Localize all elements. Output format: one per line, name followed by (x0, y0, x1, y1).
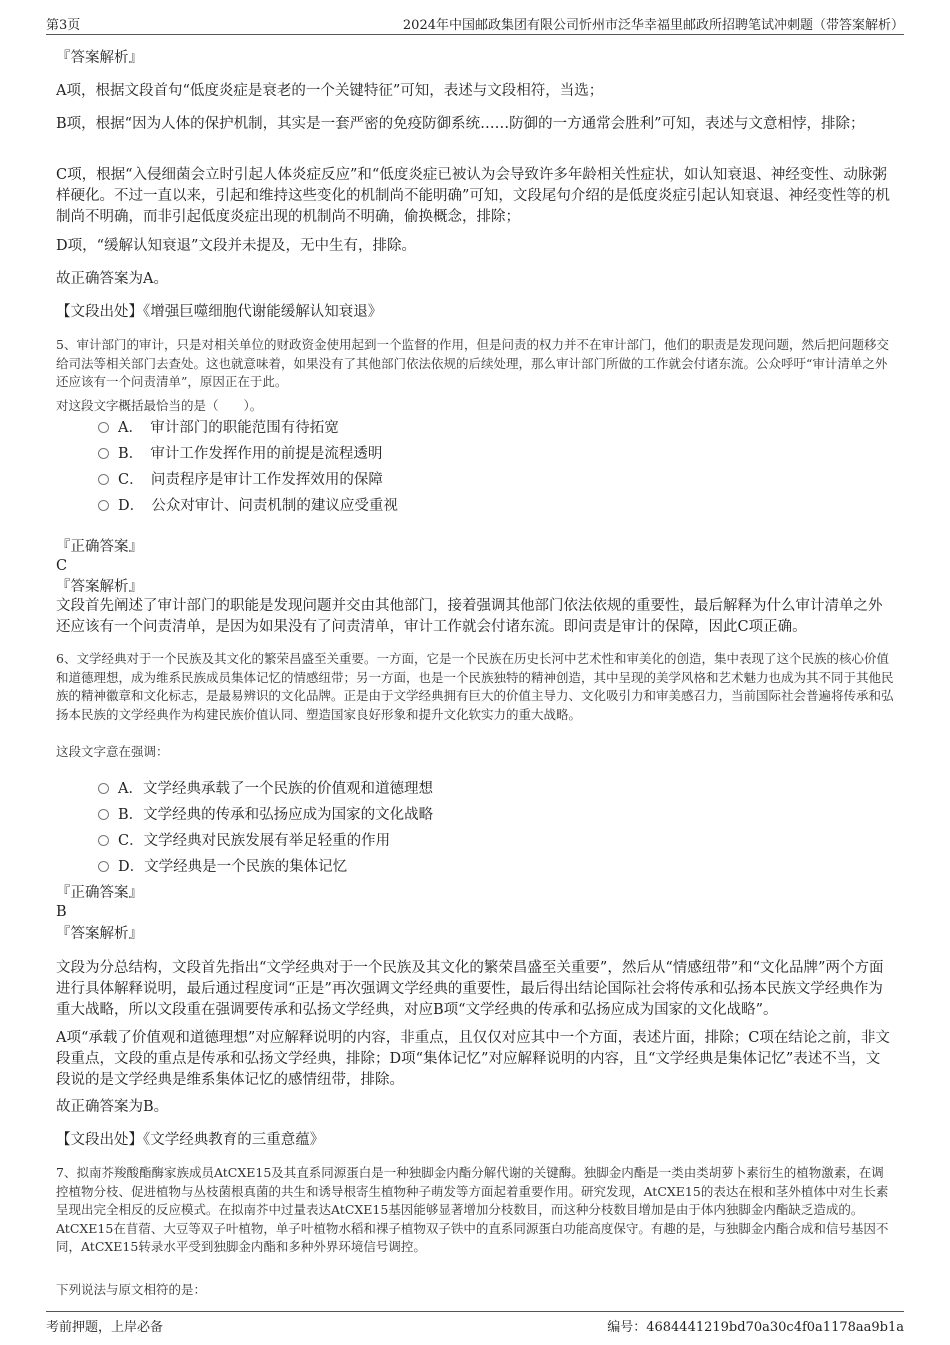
option-label: B．文学经典的传承和弘扬应成为国家的文化战略 (118, 807, 434, 823)
q5-answer: C (56, 558, 68, 574)
q4-analysis-heading: 『答案解析』 (56, 50, 143, 66)
document-id: 编号：4684441219bd70a30c4f0a1178aa9b1a (607, 1320, 904, 1335)
radio-button-icon[interactable] (98, 500, 109, 511)
q6-answer-heading: 『正确答案』 (56, 885, 143, 901)
q5-option-d[interactable] (98, 496, 398, 516)
page-number: 第3页 (46, 18, 81, 33)
radio-button-icon[interactable] (98, 448, 109, 459)
q6-answer: B (56, 904, 67, 920)
q6-analysis-2: A项“承载了价值观和道德理想”对应解释说明的内容，非重点，且仅仅对应其中一个方面，表述片面，排除；C项在结论之前，非文段重点，文段的重点是传承和弘扬文学经典，排除；D项“集体记忆”对应解释说明的内容，且“文学经典是集体记忆”表述不当，文段说的是文学经典是维系集体记忆的感情纽带，排除。 (56, 1030, 890, 1088)
q4-analysis-c: C项，根据“入侵细菌会立时引起人体炎症反应”和“低度炎症已被认为会导致许多年龄相关性症状，如认知衰退、神经变性、动脉粥样硬化。不过一直以来，引起和维持这些变化的机制尚不能明确”可知，文段尾句介绍的是低度炎症引起认知衰退、神经变性等的机制尚不明确，而非引起低度炎症出现的机制尚不明确，偷换概念，排除； (56, 167, 890, 225)
option-label: B． 审计工作发挥作用的前提是流程透明 (118, 446, 383, 462)
q6-question: 这段文字意在强调： (56, 744, 169, 759)
q6-source: 【文段出处】《文学经典教育的三重意蕴》 (56, 1132, 325, 1148)
q5-analysis: 文段首先阐述了审计部门的职能是发现问题并交由其他部门，接着强调其他部门依法依规的重要性，最后解释为什么审计清单之外还应该有一个问责清单，是因为如果没有了问责清单，审计工作就会付诸东流。即问责是审计的保障，因此C项正确。 (56, 598, 883, 635)
option-label: C． 问责程序是审计工作发挥效用的保障 (118, 472, 383, 488)
document-title: 2024年中国邮政集团有限公司忻州市泛华幸福里邮政所招聘笔试冲刺题（带答案解析） (402, 18, 904, 33)
q6-option-c[interactable] (98, 831, 390, 851)
q6-conclusion: 故正确答案为B。 (56, 1099, 169, 1115)
q7-question: 下列说法与原文相符的是： (56, 1282, 207, 1297)
q5-option-b[interactable] (98, 444, 382, 464)
q5-answer-heading: 『正确答案』 (56, 539, 143, 555)
footer-slogan: 考前押题，上岸必备 (46, 1320, 164, 1335)
option-label: D．文学经典是一个民族的集体记忆 (118, 859, 348, 875)
q6-analysis-1: 文段为分总结构，文段首先指出“文学经典对于一个民族及其文化的繁荣昌盛至关重要”，然后从“情感纽带”和“文化品牌”两个方面进行具体解释说明，最后通过程度词“正是”再次强调文学经典的重要性，最后得出结论国际社会将传承和弘扬本民族文学经典作为重大战略，所以文段重在强调要传承和弘扬文学经典，对应B项“文学经典的传承和弘扬应成为国家的文化战略”。 (56, 960, 884, 1018)
q5-passage: 5、审计部门的审计，只是对相关单位的财政资金使用起到一个监督的作用，但是问责的权力并不在审计部门，他们的职责是发现问题，然后把问题移交给司法等相关部门去查处。这也就意味着，如果没有了其他部门依法依规的后续处理，那么审计部门所做的工作就会付诸东流。公众呼吁“审计清单之外还应该有一个问责清单”，原因正在于此。 (56, 337, 889, 389)
q6-passage: 6、文学经典对于一个民族及其文化的繁荣昌盛至关重要。一方面，它是一个民族在历史长河中艺术性和审美化的创造，集中表现了这个民族的核心价值和道德理想，成为维系民族成员集体记忆的情感纽带；另一方面，也是一个民族独特的精神创造，其中呈现的美学风格和艺术魅力也成为其不同于其他民族的精神徽章和文化标志，是最易辨识的文化品牌。正是由于文学经典拥有巨大的价值主导力、文化吸引力和审美感召力，当前国际社会普遍将传承和弘扬本民族的文学经典作为构建民族价值认同、塑造国家良好形象和提升文化软实力的重大战略。 (56, 651, 894, 722)
q6-option-a[interactable] (98, 779, 433, 799)
q6-option-d[interactable] (98, 857, 347, 877)
radio-button-icon[interactable] (98, 809, 109, 820)
radio-button-icon[interactable] (98, 474, 109, 485)
q4-analysis-a: A项，根据文段首句“低度炎症是衰老的一个关键特征”可知，表述与文段相符，当选； (56, 83, 604, 99)
q4-analysis-b: B项，根据“因为人体的保护机制，其实是一套严密的免疫防御系统……防御的一方通常会胜利”可知，表述与文意相悖，排除； (56, 116, 865, 132)
radio-button-icon[interactable] (98, 422, 109, 433)
page-header (46, 12, 904, 35)
radio-button-icon[interactable] (98, 783, 109, 794)
q5-question: 对这段文字概括最恰当的是（ ）。 (56, 398, 263, 413)
q4-analysis-d: D项，“缓解认知衰退”文段并未提及，无中生有，排除。 (56, 238, 416, 254)
q5-option-c[interactable] (98, 470, 383, 490)
option-label: A．文学经典承载了一个民族的价值观和道德理想 (118, 781, 433, 797)
q6-option-b[interactable] (98, 805, 433, 825)
option-label: D． 公众对审计、问责机制的建议应受重视 (118, 498, 398, 514)
q4-source: 【文段出处】《增强巨噬细胞代谢能缓解认知衰退》 (56, 304, 383, 320)
q6-analysis-heading: 『答案解析』 (56, 926, 143, 942)
q7-passage: 7、拟南芥羧酸酯酶家族成员AtCXE15及其直系同源蛋白是一种独脚金内酯分解代谢的关键酶。独脚金内酯是一类由类胡萝卜素衍生的植物激素，在调控植物分枝、促进植物与丛枝菌根真菌的共生和诱导根寄生植物种子萌发等方面起着重要作用。研究发现，AtCXE15的表达在根和茎外植体中对生长素呈现出完全相反的反应模式。在拟南芥中过量表达AtCXE15基因能够显著增加分枝数目，而这种分枝数目增加是由于体内独脚金内酯缺乏造成的。AtCXE15在苜蓿、大豆等双子叶植物，单子叶植物水稻和裸子植物双子铁中的直系同源蛋白功能高度保守。有趣的是，与独脚金内酯合成和信号基因不同，AtCXE15转录水平受到独脚金内酯和多种外界环境信号调控。 (56, 1165, 889, 1254)
page-footer (46, 1311, 904, 1336)
option-label: C．文学经典对民族发展有举足轻重的作用 (118, 833, 391, 849)
q5-option-a[interactable] (98, 418, 339, 438)
q4-conclusion: 故正确答案为A。 (56, 271, 168, 287)
q5-analysis-heading: 『答案解析』 (56, 579, 143, 595)
radio-button-icon[interactable] (98, 835, 109, 846)
option-label: A． 审计部门的职能范围有待拓宽 (118, 420, 339, 436)
radio-button-icon[interactable] (98, 861, 109, 872)
